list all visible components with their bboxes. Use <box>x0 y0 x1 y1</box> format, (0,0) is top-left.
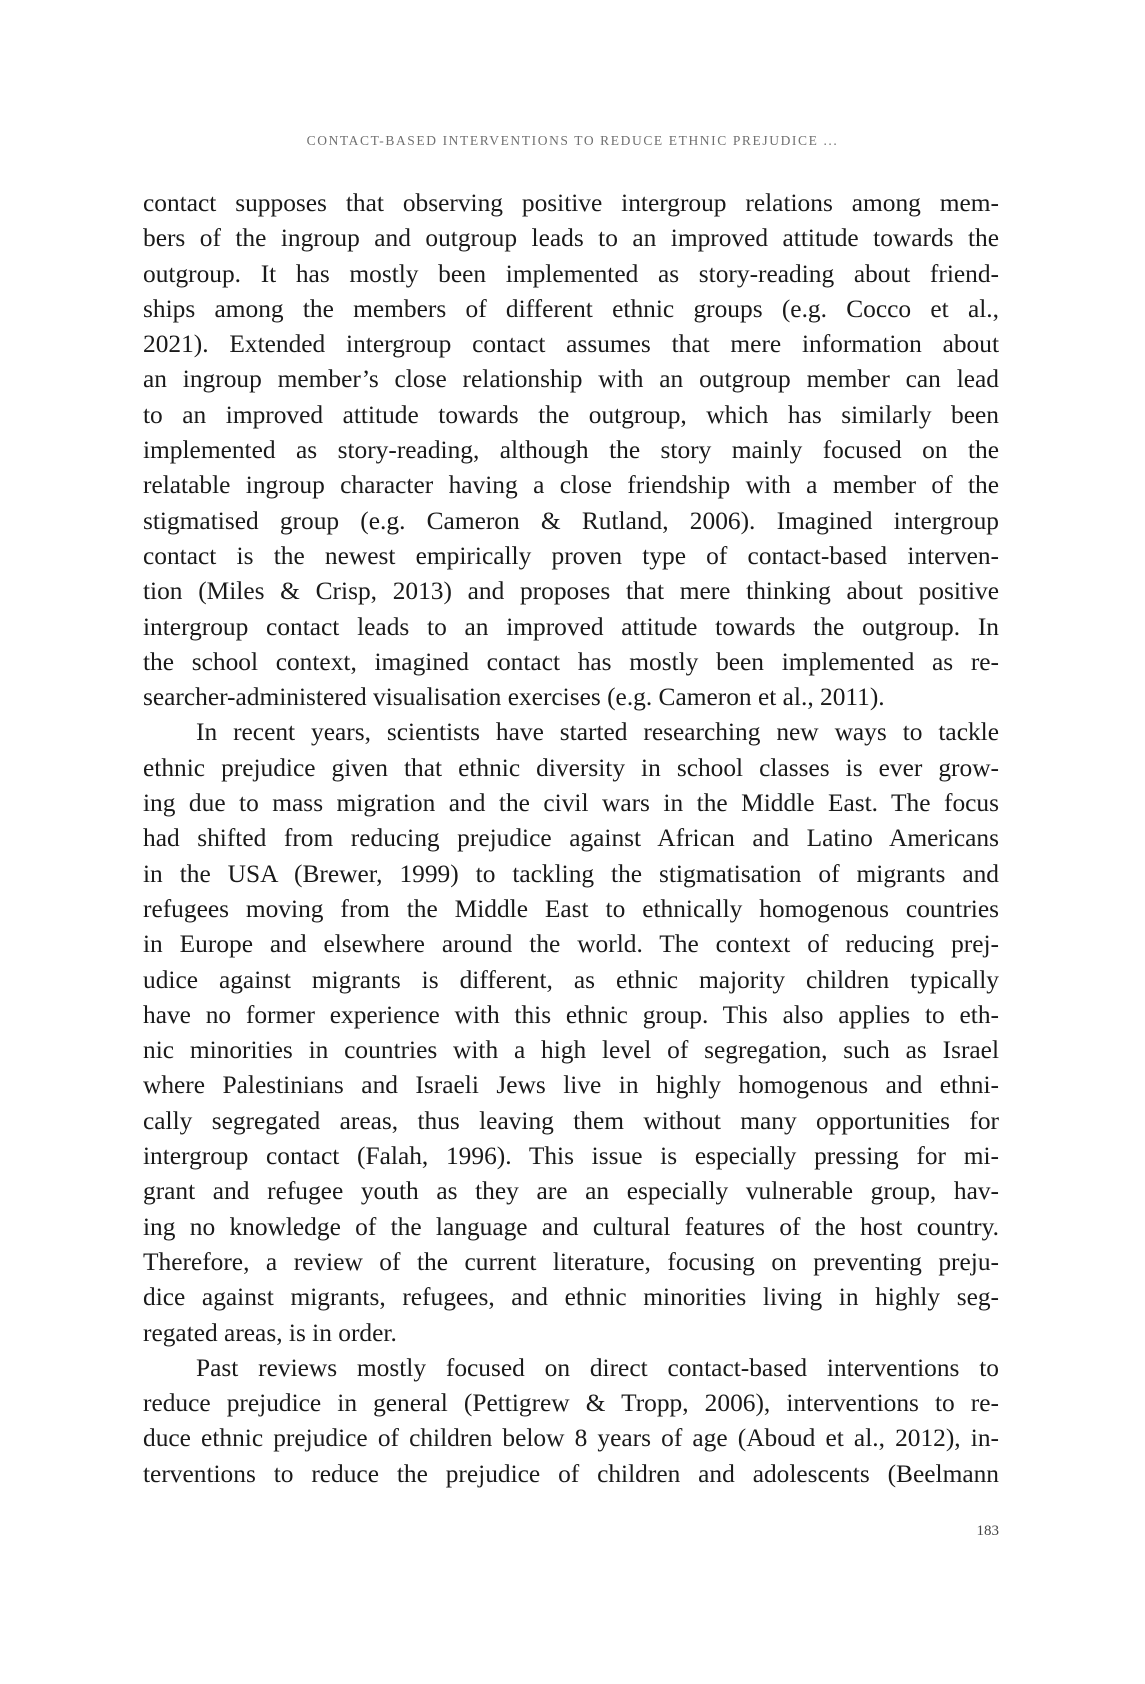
text-line: udice against migrants is different, as ethnic majority children typically <box>143 965 999 994</box>
text-line: in Europe and elsewhere around the world. The context of reducing prej- <box>143 930 999 959</box>
text-line: implemented as story-reading, although the story mainly focused on the <box>143 436 999 465</box>
text-line: In recent years, scientists have started researching new ways to tackle <box>196 718 999 747</box>
text-line: tion (Miles & Crisp, 2013) and proposes that mere thinking about positive <box>143 577 999 606</box>
text-line: stigmatised group (e.g. Cameron & Rutland, 2006). Imagined intergroup <box>143 506 999 535</box>
text-line: ships among the members of different ethnic groups (e.g. Cocco et al., <box>143 294 999 323</box>
text-line: ethnic prejudice given that ethnic diversity in school classes is ever grow- <box>143 753 999 782</box>
text-line: intergroup contact leads to an improved attitude towards the outgroup. In <box>143 612 999 641</box>
text-line: regated areas, is in order. <box>143 1318 397 1347</box>
text-line: the school context, imagined contact has mostly been implemented as re- <box>143 647 999 676</box>
text-line: dice against migrants, refugees, and ethnic minorities living in highly seg- <box>143 1283 999 1312</box>
text-line: duce ethnic prejudice of children below 8 years of age (Aboud et al., 2012), in- <box>143 1424 999 1453</box>
text-line: grant and refugee youth as they are an especially vulnerable group, hav- <box>143 1177 999 1206</box>
text-line: to an improved attitude towards the outgroup, which has similarly been <box>143 400 999 429</box>
text-line: intergroup contact (Falah, 1996). This issue is especially pressing for mi- <box>143 1142 999 1171</box>
text-line: terventions to reduce the prejudice of children and adolescents (Beelmann <box>143 1459 999 1488</box>
paragraph <box>143 186 999 715</box>
text-line: in the USA (Brewer, 1999) to tackling the stigmatisation of migrants and <box>143 859 999 888</box>
text-line: Therefore, a review of the current literature, focusing on preventing preju- <box>143 1247 999 1276</box>
running-head: CONTACT-BASED INTERVENTIONS TO REDUCE ETHNIC PREJUDICE ... <box>306 133 839 148</box>
text-line: nic minorities in countries with a high level of segregation, such as Israel <box>143 1036 999 1065</box>
text-line: an ingroup member’s close relationship with an outgroup member can lead <box>143 365 999 394</box>
text-line: cally segregated areas, thus leaving them without many opportunities for <box>143 1106 999 1135</box>
text-line: searcher-administered visualisation exercises (e.g. Cameron et al., 2011). <box>143 683 885 712</box>
text-line: ing due to mass migration and the civil wars in the Middle East. The focus <box>143 789 999 818</box>
text-line: bers of the ingroup and outgroup leads to an improved attitude towards the <box>143 224 999 253</box>
text-line: contact supposes that observing positive intergroup relations among mem- <box>143 189 999 217</box>
page-number: 183 <box>976 1523 999 1539</box>
text-line: have no former experience with this ethnic group. This also applies to eth- <box>143 1000 999 1029</box>
text-line: where Palestinians and Israeli Jews live in highly homogenous and ethni- <box>143 1071 999 1100</box>
paragraph <box>143 1351 999 1492</box>
text-line: had shifted from reducing prejudice against African and Latino Americans <box>143 824 999 853</box>
text-line: Past reviews mostly focused on direct contact-based interventions to <box>196 1353 999 1382</box>
text-line: contact is the newest empirically proven type of contact-based interven- <box>143 541 999 570</box>
text-line: reduce prejudice in general (Pettigrew & Tropp, 2006), interventions to re- <box>143 1389 999 1418</box>
text-line: outgroup. It has mostly been implemented as story-reading about friend- <box>143 259 999 288</box>
text-line: 2021). Extended intergroup contact assumes that mere information about <box>143 330 999 359</box>
text-line: relatable ingroup character having a close friendship with a member of the <box>143 471 999 500</box>
paragraph <box>143 715 999 1350</box>
text-line: refugees moving from the Middle East to ethnically homogenous countries <box>143 894 999 923</box>
body-text <box>143 186 999 1492</box>
text-line: ing no knowledge of the language and cultural features of the host country. <box>143 1212 999 1241</box>
